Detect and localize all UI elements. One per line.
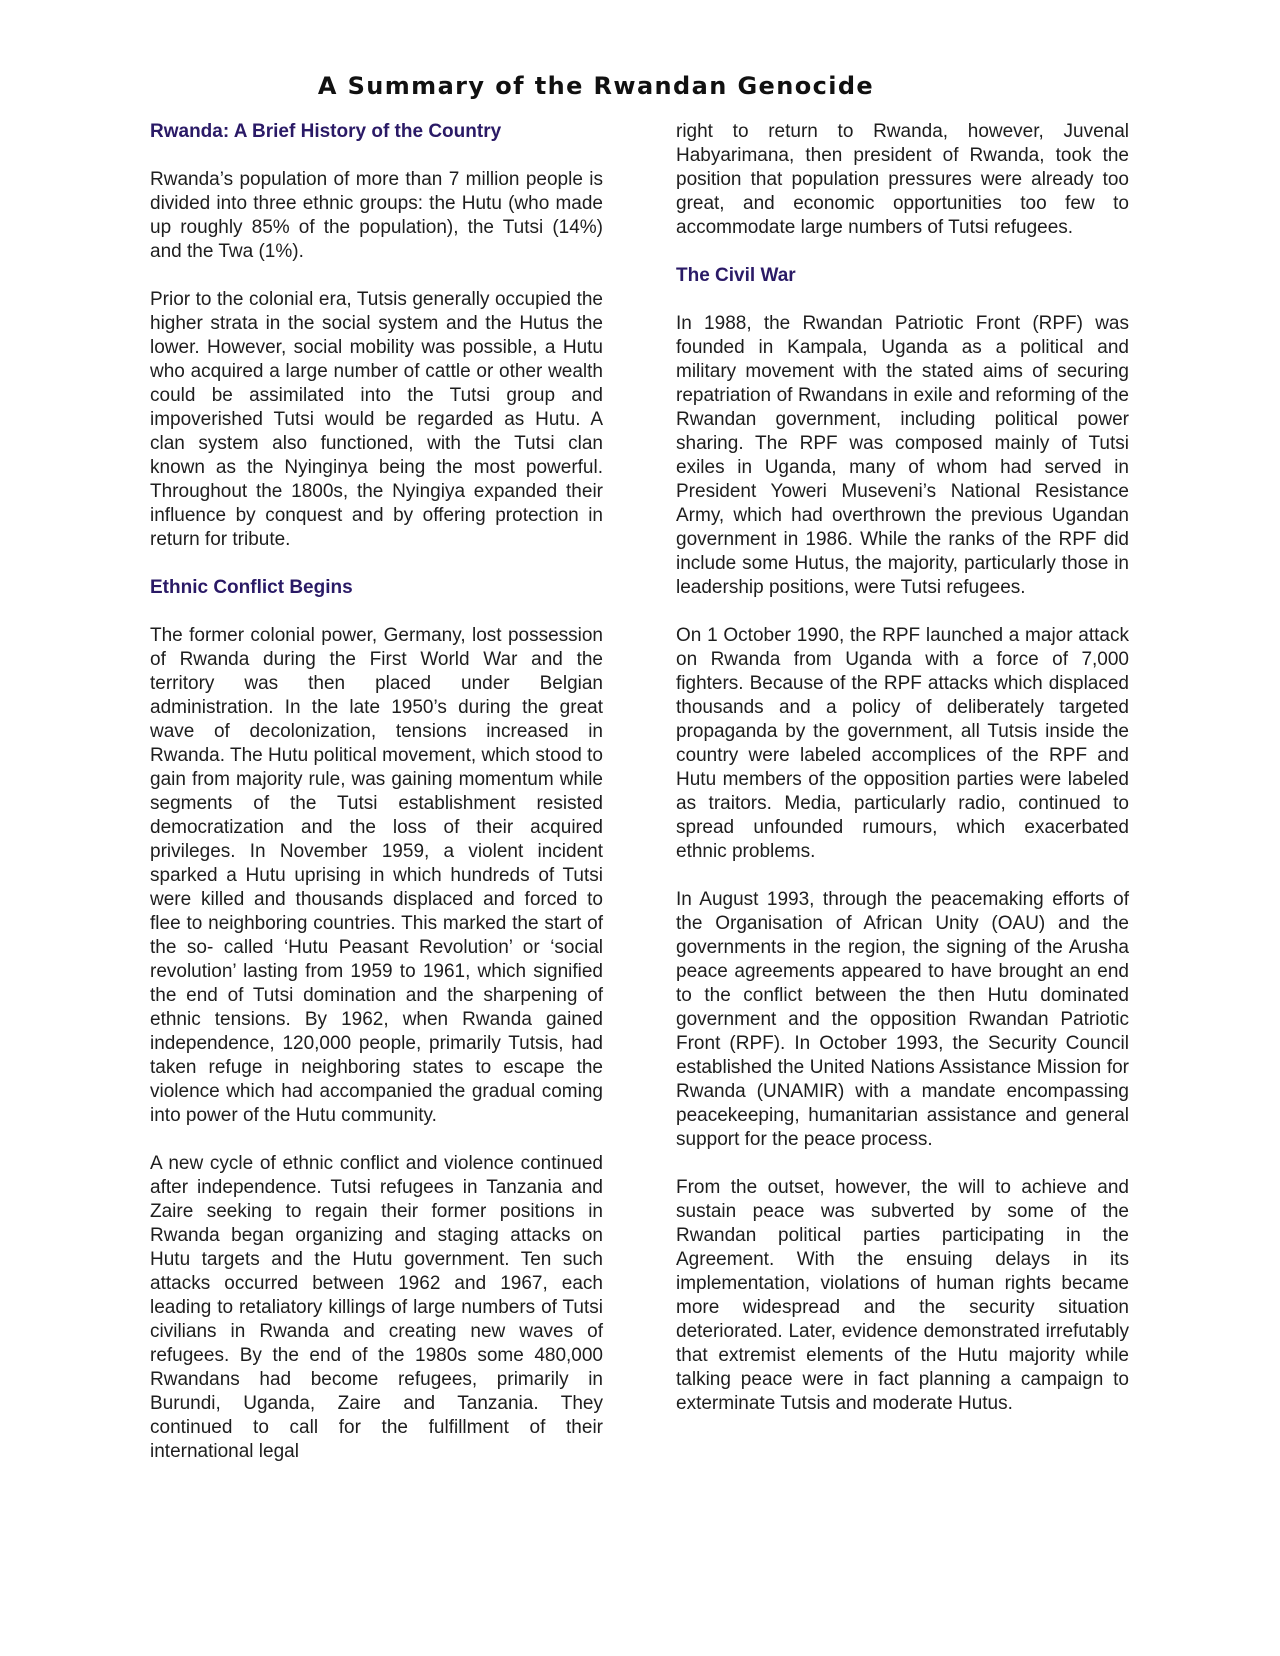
- paragraph-decolonization: The former colonial power, Germany, lost possession of Rwanda during the First World War and the territory was then placed under Belgian administration. In the late 1950’s during the great wave of decolonization, tensions increased in Rwanda. The Hutu political movement, which stood to gain from majority rule, was gaining momentum while segments of the Tutsi establishment resisted democratization and the loss of their acquired privileges. In November 1959, a violent incident sparked a Hutu uprising in which hundreds of Tutsi were killed and thousands displaced and forced to flee to neighboring countries. This marked the start of the so- called ‘Hutu Peasant Revolution’ or ‘social revolution’ lasting from 1959 to 1961, which signified the end of Tutsi domination and the sharpening of ethnic tensions. By 1962, when Rwanda gained independence, 120,000 people, primarily Tutsis, had taken refuge in neighboring states to escape the violence which had accompanied the gradual coming into power of the Hutu community.: [150, 625, 603, 1126]
- right-column: [676, 120, 1129, 1416]
- paragraph-right-to-return: right to return to Rwanda, however, Juvenal Habyarimana, then president of Rwanda, took the position that population pressures were already too great, and economic opportunities too few to accommodate large numbers of Tutsi refugees.: [676, 121, 1129, 238]
- section-heading-ethnic-conflict: Ethnic Conflict Begins: [150, 577, 353, 598]
- paragraph-arusha-agreements: In August 1993, through the peacemaking efforts of the Organisation of African Unity (OAU) and the governments in the region, the signing of the Arusha peace agreements appeared to have brought an end to the conflict between the then Hutu dominated government and the opposition Rwandan Patriotic Front (RPF). In October 1993, the Security Council established the United Nations Assistance Mission for Rwanda (UNAMIR) with a mandate encompassing peacekeeping, humanitarian assistance and general support for the peace process.: [676, 889, 1129, 1150]
- paragraph-rpf-attack: On 1 October 1990, the RPF launched a major attack on Rwanda from Uganda with a force of 7,000 fighters. Because of the RPF attacks which displaced thousands and a policy of deliberately targeted propaganda by the government, all Tutsis inside the country were labeled accomplices of the RPF and Hutu members of the opposition parties were labeled as traitors. Media, particularly radio, continued to spread unfounded rumours, which exacerbated ethnic problems.: [676, 625, 1129, 862]
- paragraph-refugees: A new cycle of ethnic conflict and violence continued after independence. Tutsi refugees in Tanzania and Zaire seeking to regain their former positions in Rwanda began organizing and staging attacks on Hutu targets and the Hutu government. Ten such attacks occurred between 1962 and 1967, each leading to retaliatory killings of large numbers of Tutsi civilians in Rwanda and creating new waves of refugees. By the end of the 1980s some 480,000 Rwandans had become refugees, primarily in Burundi, Uganda, Zaire and Tanzania. They continued to call for the fulfillment of their international legal: [150, 1153, 603, 1462]
- page-title: A Summary of the Rwandan Genocide: [317, 72, 875, 100]
- paragraph-colonial-era: Prior to the colonial era, Tutsis generally occupied the higher strata in the social system and the Hutus the lower. However, social mobility was possible, a Hutu who acquired a large number of cattle or other wealth could be assimilated into the Tutsi group and impoverished Tutsi would be regarded as Hutu. A clan system also functioned, with the Tutsi clan known as the Nyinginya being the most powerful. Throughout the 1800s, the Nyingiya expanded their influence by conquest and by offering protection in return for tribute.: [150, 289, 603, 550]
- left-column: [150, 120, 603, 1464]
- paragraph-peace-subverted: From the outset, however, the will to achieve and sustain peace was subverted by some of the Rwandan political parties participating in the Agreement. With the ensuing delays in its implementation, violations of human rights became more widespread and the security situation deteriorated. Later, evidence demonstrated irrefutably that extremist elements of the Hutu majority while talking peace were in fact planning a campaign to exterminate Tutsis and moderate Hutus.: [676, 1177, 1129, 1414]
- paragraph-rpf-founded: In 1988, the Rwandan Patriotic Front (RPF) was founded in Kampala, Uganda as a political and military movement with the stated aims of securing repatriation of Rwandans in exile and reforming of the Rwandan government, including political power sharing. The RPF was composed mainly of Tutsi exiles in Uganda, many of whom had served in President Yoweri Museveni’s National Resistance Army, which had overthrown the previous Ugandan government in 1986. While the ranks of the RPF did include some Hutus, the majority, particularly those in leadership positions, were Tutsi refugees.: [676, 313, 1129, 598]
- section-heading-civil-war: The Civil War: [676, 265, 796, 286]
- paragraph-population: Rwanda’s population of more than 7 million people is divided into three ethnic groups: the Hutu (who made up roughly 85% of the population), the Tutsi (14%) and the Twa (1%).: [150, 169, 603, 262]
- section-heading-history: Rwanda: A Brief History of the Country: [150, 121, 502, 142]
